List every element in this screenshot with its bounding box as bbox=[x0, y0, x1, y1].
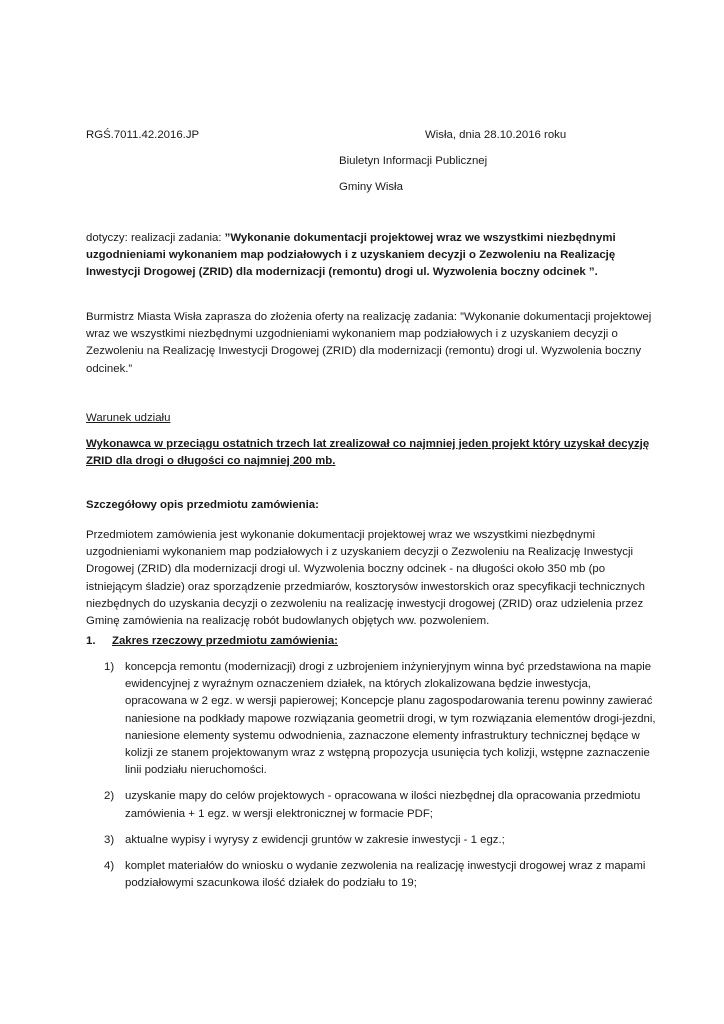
invitation-paragraph: Burmistrz Miasta Wisła zaprasza do złożenia oferty na realizację zadania: ”Wykonanie dokumentacji projektowej wraz we wszystkimi niezbędnymi uzgodnieniami wykonaniem map podziałowych i z uzyskaniem decyzji o Zezwoleniu na Realizację Inwestycji Drogowej (ZRID) dla modernizacji (remontu) drogi ul. Wyzwolenia boczny odcinek.” bbox=[86, 311, 652, 375]
list-item-text: uzyskanie mapy do celów projektowych - opracowana w ilości niezbędnej dla opracowania przedmiotu zamówienia + 1 egz. w wersji elektronicznej w formacie PDF; bbox=[125, 790, 641, 820]
subject-paragraph bbox=[86, 230, 654, 282]
list-item bbox=[104, 659, 656, 779]
scope-list bbox=[104, 659, 656, 901]
list-item-marker: 1) bbox=[104, 661, 115, 673]
condition-label: Warunek udziału bbox=[86, 412, 171, 424]
list-item bbox=[104, 858, 656, 892]
place-date: Wisła, dnia 28.10.2016 roku bbox=[425, 129, 567, 141]
recipient-line-1: Biuletyn Informacji Publicznej bbox=[339, 155, 488, 167]
list-item-text: koncepcja remontu (modernizacji) drogi z uzbrojeniem inżynieryjnym winna być przedstawiona na mapie ewidencyjnej z wyraźnym oznaczeniem działek, na których zlokalizowana będzie inwestycja, opracowana w 2 egz. w wersji papierowej; Koncepcje planu zagospodarowania terenu powinny zawierać naniesione na podkłady mapowe rozwiązania geometrii drogi, w tym rozwiązania elementów drogi-jezdni, naniesione elementy systemu odwodnienia, zaznaczone elementy infrastruktury technicznej będące w kolizji ze stanem projektowanym wraz z wstępną propozycja usunięcia tych kolizji, wstępne zaznaczenie linii podziału nieruchomości. bbox=[125, 661, 656, 777]
list-item bbox=[104, 832, 656, 849]
recipient-line-2: Gminy Wisła bbox=[339, 181, 403, 193]
description-text: Przedmiotem zamówienia jest wykonanie dokumentacji projektowej wraz we wszystkimi niezbędnymi uzgodnieniami wykonaniem map podziałowych i z uzyskaniem decyzji o Zezwoleniu na Realizację Inwestycji Drogowej (ZRID) dla modernizacji drogi ul. Wyzwolenia boczny odcinek - na długości około 350 mb (po istniejącym śladzie) oraz sporządzenie przedmiarów, kosztorysów inwestorskich oraz specyfikacji technicznych niezbędnych do uzyskania decyzji o zezwoleniu na realizację inwestycji drogowej (ZRID) oraz udzielenia przez Gminę zamówienia na realizację robót budowlanych objętych ww. pozwoleniem. bbox=[86, 529, 645, 628]
description-heading: Szczegółowy opis przedmiotu zamówienia: bbox=[86, 499, 319, 511]
section-1-title: Zakres rzeczowy przedmiotu zamówienia: bbox=[112, 635, 338, 647]
subject-title: ”Wykonanie dokumentacji projektowej wraz we wszystkimi niezbędnymi uzgodnieniami wykonaniem map podziałowych i z uzyskaniem decyzji o Zezwoleniu na Realizację Inwestycji Drogowej (ZRID) dla modernizacji (remontu) drogi ul. Wyzwolenia boczny odcinek ”. bbox=[86, 232, 616, 279]
condition-text: Wykonawca w przeciągu ostatnich trzech lat zrealizował co najmniej jeden projekt który uzyskał decyzję ZRID dla drogi o długości co najmniej 200 mb. bbox=[86, 438, 650, 468]
list-item-marker: 2) bbox=[104, 790, 115, 803]
list-item bbox=[104, 788, 656, 822]
list-item-text: aktualne wypisy i wyrysy z ewidencji gruntów w zakresie inwestycji - 1 egz.; bbox=[125, 833, 505, 846]
case-reference: RGŚ.7011.42.2016.JP bbox=[86, 129, 200, 141]
list-item-text: komplet materiałów do wniosku o wydanie zezwolenia na realizację inwestycji drogowej wraz z mapami podziałowymi szacunkowa ilość działek do podziału to 19; bbox=[125, 860, 646, 890]
section-1-number: 1. bbox=[86, 635, 96, 647]
list-item-marker: 3) bbox=[104, 833, 115, 846]
list-item-marker: 4) bbox=[104, 860, 115, 873]
subject-prefix: dotyczy: realizacji zadania: bbox=[86, 232, 225, 244]
